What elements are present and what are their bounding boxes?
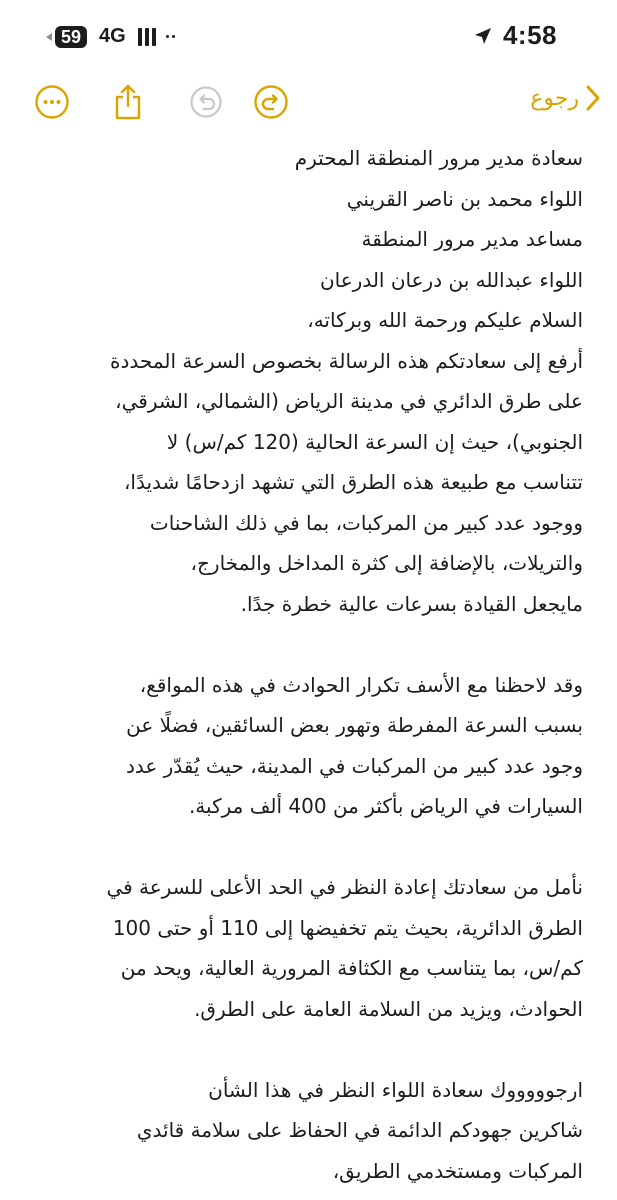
- location-arrow-icon: [473, 26, 493, 46]
- back-button[interactable]: [530, 84, 601, 112]
- battery-level: 59: [55, 26, 87, 48]
- back-to-app-icon[interactable]: [46, 26, 87, 48]
- note-line: اللواء عبدالله بن درعان الدرعان: [319, 267, 583, 292]
- note-toolbar: [0, 80, 617, 124]
- note-line: والتريلات، بالإضافة إلى كثرة المداخل والمخارج،: [190, 551, 583, 575]
- note-blank-line: [28, 827, 583, 868]
- signal-dots-icon: [166, 35, 175, 38]
- note-line: سعادة مدير مرور المنطقة المحترم: [294, 146, 583, 170]
- status-bar: [0, 0, 617, 72]
- note-line: الطرق الدائرية، بحيث يتم تخفيضها إلى 110 أو حتى 100: [112, 915, 583, 940]
- note-line: تتناسب مع طبيعة هذه الطرق التي تشهد ازدحامًا شديدًا،: [123, 470, 583, 494]
- note-line: نأمل من سعادتك إعادة النظر في الحد الأعلى للسرعة في: [106, 875, 583, 899]
- note-line: المركبات ومستخدمي الطريق،: [332, 1158, 583, 1183]
- more-icon[interactable]: [30, 80, 74, 124]
- note-line: الحوادث، ويزيد من السلامة العامة على الطرق.: [194, 996, 583, 1021]
- signal-icon: [138, 28, 156, 46]
- note-line: وجود عدد كبير من المركبات في المدينة، حيث يُقدّر عدد: [125, 753, 583, 778]
- note-line: وقد لاحظنا مع الأسف تكرار الحوادث في هذه المواقع،: [139, 672, 583, 697]
- chevron-right-icon: [585, 84, 601, 112]
- note-line: الجنوبي)، حيث إن السرعة الحالية (120 كم/س) لا: [166, 429, 583, 454]
- note-line: اللواء محمد بن ناصر القريني: [346, 186, 583, 211]
- status-bar-left: [46, 25, 175, 48]
- note-blank-line: [28, 624, 583, 665]
- clock: 4:58: [502, 20, 557, 50]
- note-body[interactable]: [28, 138, 583, 1191]
- share-icon[interactable]: [106, 80, 150, 124]
- note-line: على طرق الدائري في مدينة الرياض (الشمالي، الشرقي،: [115, 389, 583, 413]
- redo-icon[interactable]: [249, 80, 293, 124]
- note-line: مايجعل القيادة بسرعات عالية خطرة جدًا.: [240, 591, 583, 616]
- undo-icon[interactable]: [184, 80, 228, 124]
- status-bar-right: [473, 20, 557, 51]
- note-line: السلام عليكم ورحمة الله وبركاته،: [307, 308, 583, 332]
- note-line: ارجوووووك سعادة اللواء النظر في هذا الشأن: [208, 1077, 583, 1102]
- note-line: مساعد مدير مرور المنطقة: [361, 227, 583, 251]
- note-line: السيارات في الرياض بأكثر من 400 ألف مركبة.: [188, 794, 583, 818]
- note-line: بسبب السرعة المفرطة وتهور بعض السائقين، فضلًا عن: [126, 713, 583, 737]
- note-line: كم/س، بما يتناسب مع الكثافة المرورية العالية، ويحد من: [120, 956, 583, 980]
- note-blank-line: [28, 1029, 583, 1070]
- note-line: أرفع إلى سعادتكم هذه الرسالة بخصوص السرعة المحددة: [110, 348, 583, 373]
- note-line: شاكرين جهودكم الدائمة في الحفاظ على سلامة قائدي: [136, 1118, 583, 1142]
- back-label: رجوع: [530, 85, 579, 111]
- note-line: ووجود عدد كبير من المركبات، بما في ذلك الشاحنات: [149, 510, 583, 535]
- network-type: 4G: [99, 25, 126, 47]
